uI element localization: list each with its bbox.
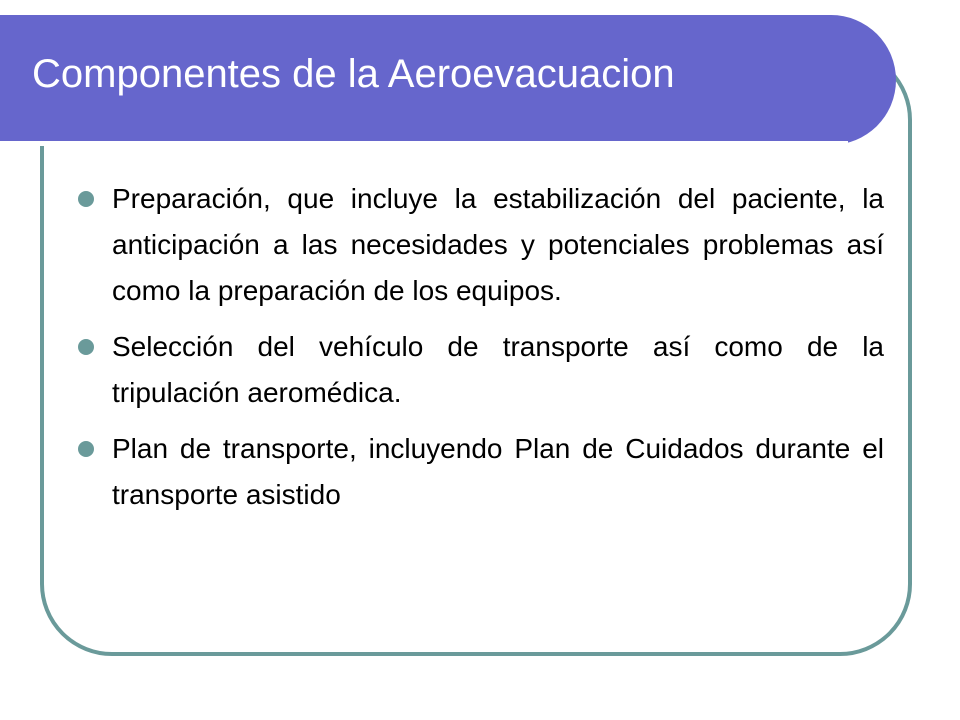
bullet-list: [78, 176, 884, 528]
bullet-item: [78, 176, 884, 314]
title-underline: [0, 141, 848, 146]
bullet-dot-icon: [78, 191, 94, 207]
bullet-text: Plan de transporte, incluyendo Plan de Cuidados durante el transporte asistido: [112, 433, 884, 510]
bullet-dot-icon: [78, 441, 94, 457]
slide-title: Componentes de la Aeroevacuacion: [32, 52, 675, 96]
bullet-dot-icon: [78, 339, 94, 355]
bullet-item: [78, 324, 884, 416]
bullet-text: Preparación, que incluye la estabilización del paciente, la anticipación a las necesidades y potenciales problemas así como la preparación de los equipos.: [112, 183, 884, 306]
bullet-text: Selección del vehículo de transporte así como de la tripulación aeromédica.: [112, 331, 884, 408]
bullet-item: [78, 426, 884, 518]
